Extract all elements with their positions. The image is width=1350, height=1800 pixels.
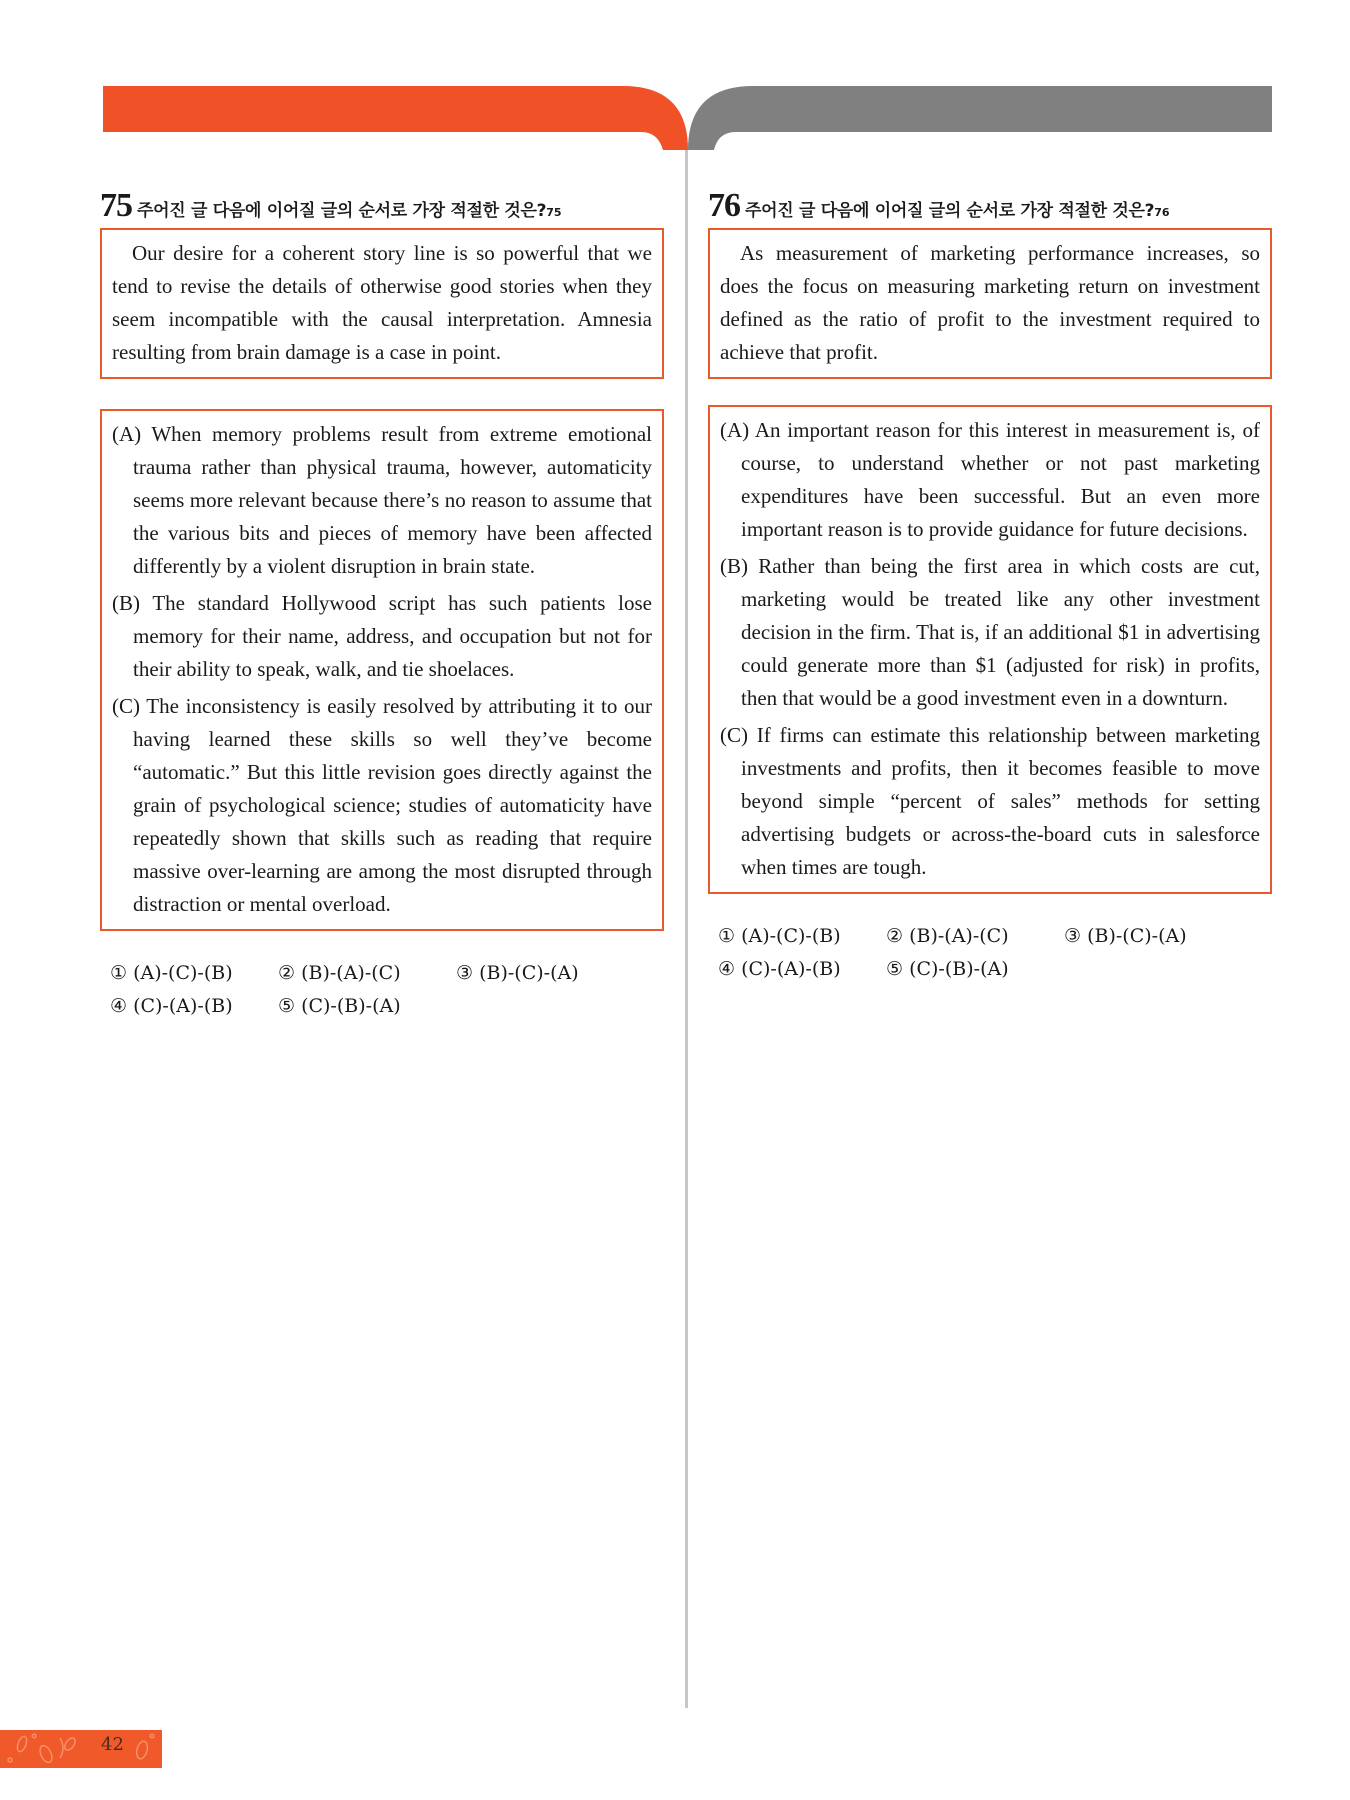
header-bar-right — [688, 86, 1272, 150]
question-prompt: 주어진 글 다음에 이어질 글의 순서로 가장 적절한 것은? — [745, 201, 1155, 221]
passage-text: As measurement of marketing performance increases, so does the focus on measuring marketing return on investment defined as the ratio of profit to the investment required to achieve that profit. — [720, 241, 1260, 364]
choice-2[interactable]: ② (B)-(A)-(C) — [278, 962, 401, 984]
question-heading — [708, 188, 1272, 224]
passage-text: Our desire for a coherent story line is so powerful that we tend to revise the details of otherwise good stories when they seem incompatible with the causal interpretation. Amnesia resulting from brain damage is a case in point. — [112, 241, 652, 364]
answer-choices — [708, 920, 1272, 986]
choice-3[interactable]: ③ (B)-(C)-(A) — [456, 962, 579, 984]
given-passage — [100, 228, 664, 379]
question-number: 75 — [100, 187, 132, 224]
choice-4[interactable]: ④ (C)-(A)-(B) — [718, 958, 841, 980]
choice-4[interactable]: ④ (C)-(A)-(B) — [110, 995, 233, 1017]
option-a: (A) An important reason for this interest in measurement is, of course, to understand whether or not past marketing expenditures have been successful. But an even more important reason is to provide guidance for future decisions. — [720, 418, 1260, 541]
question-76 — [708, 188, 1272, 986]
option-c: (C) The inconsistency is easily resolved by attributing it to our having learned these skills so well they’ve become “automatic.” But this little revision goes directly against the grain of psychological science; studies of automaticity have repeatedly shown that skills such as reading that require massive over-learning are among the most disrupted through distraction or mental overload. — [112, 694, 652, 916]
option-a: (A) When memory problems result from extreme emotional trauma rather than physical trauma, however, automaticity seems more relevant because there’s no reason to assume that the various bits and pieces of memory have been affected differently by a violent disruption in brain state. — [112, 422, 652, 578]
question-ref: 76 — [1154, 206, 1170, 219]
answer-choices — [100, 957, 664, 1023]
option-c: (C) If firms can estimate this relationship between marketing investments and profits, then it becomes feasible to move beyond simple “percent of sales” methods for setting advertising budgets or across-the-board cuts in salesforce when times are tough. — [720, 723, 1260, 879]
choice-5[interactable]: ⑤ (C)-(B)-(A) — [886, 958, 1009, 980]
choice-1[interactable]: ① (A)-(C)-(B) — [718, 925, 841, 947]
page-number: 42 — [101, 1734, 124, 1755]
choice-2[interactable]: ② (B)-(A)-(C) — [886, 925, 1009, 947]
choice-1[interactable]: ① (A)-(C)-(B) — [110, 962, 233, 984]
page-number-tab — [0, 1730, 162, 1768]
ordering-options — [100, 409, 664, 931]
option-b: (B) The standard Hollywood script has such patients lose memory for their name, address, and occupation but not for their ability to speak, walk, and tie shoelaces. — [112, 591, 652, 681]
leaf-pattern-icon — [0, 1730, 162, 1768]
question-prompt: 주어진 글 다음에 이어질 글의 순서로 가장 적절한 것은? — [137, 201, 547, 221]
question-number: 76 — [708, 187, 740, 224]
choice-3[interactable]: ③ (B)-(C)-(A) — [1064, 925, 1187, 947]
question-75 — [100, 188, 664, 1023]
ordering-options — [708, 405, 1272, 894]
question-heading — [100, 188, 664, 224]
option-b: (B) Rather than being the first area in which costs are cut, marketing would be treated like any other investment decision in the firm. That is, if an additional $1 in advertising could generate more than $1 (adjusted for risk) in profits, then that would be a good investment even in a downturn. — [720, 554, 1260, 710]
column-divider — [685, 150, 688, 1708]
question-ref: 75 — [546, 206, 562, 219]
given-passage — [708, 228, 1272, 379]
header-bar-left — [103, 86, 688, 150]
choice-5[interactable]: ⑤ (C)-(B)-(A) — [278, 995, 401, 1017]
